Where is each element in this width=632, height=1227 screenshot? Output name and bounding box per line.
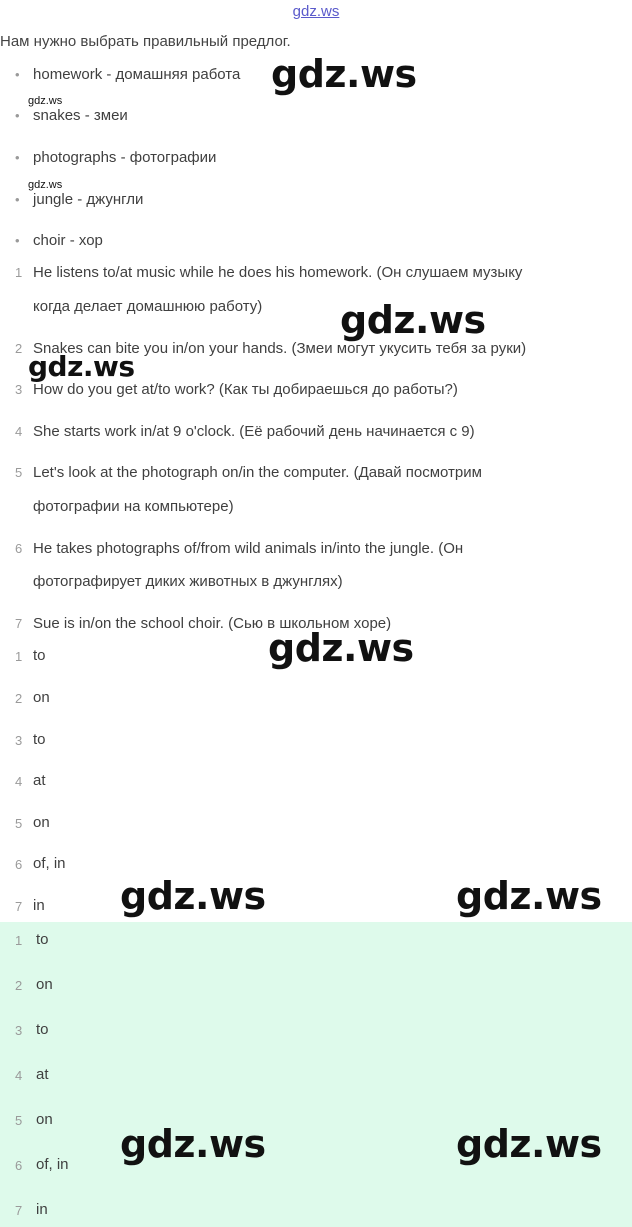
answer-text: at — [36, 1066, 49, 1083]
list-number: 2 — [15, 691, 23, 706]
vocab-item-text: choir - хор — [33, 232, 103, 249]
answer-text: to — [33, 731, 46, 748]
list-item — [15, 191, 143, 209]
list-number: 4 — [15, 1068, 23, 1083]
watermark: gdz.ws — [271, 52, 417, 96]
answer-text: in — [36, 1201, 48, 1218]
vocab-item-text: homework - домашняя работа — [33, 66, 241, 83]
list-number: 5 — [15, 465, 23, 480]
list-number: 7 — [15, 616, 23, 631]
sentence-line: He listens to/at music while he does his homework. (Он слушаем музыку — [33, 264, 523, 281]
sentence-line: когда делает домашнюю работу) — [33, 298, 263, 315]
watermark: gdz.ws — [120, 874, 266, 918]
sentence-line: Sue is in/on the school choir. (Сью в школьном хоре) — [33, 615, 392, 632]
list-number: 2 — [15, 978, 23, 993]
watermark: gdz.ws — [456, 1122, 602, 1166]
watermark: gdz.ws — [28, 95, 63, 107]
list-item — [15, 66, 240, 84]
list-number: 6 — [15, 1158, 23, 1173]
watermark: gdz.ws — [268, 626, 414, 670]
list-number: 3 — [15, 1023, 23, 1038]
sentence-line: Snakes can bite you in/on your hands. (Змеи могут укусить тебя за руки) — [33, 340, 527, 357]
sentence-line: фотографирует диких животных в джунглях) — [33, 573, 343, 590]
bullet-icon: • — [15, 192, 20, 207]
answer-text: at — [33, 772, 46, 789]
bullet-icon: • — [15, 108, 20, 123]
bullet-icon: • — [15, 150, 20, 165]
answer-text: of, in — [33, 855, 66, 872]
list-number: 7 — [15, 899, 23, 914]
list-number: 5 — [15, 816, 23, 831]
bullet-icon: • — [15, 67, 20, 82]
list-number: 6 — [15, 541, 23, 556]
answer-text: on — [36, 976, 53, 993]
vocab-item-text: photographs - фотографии — [33, 149, 217, 166]
sentence-line: She starts work in/at 9 o'clock. (Её рабочий день начинается с 9) — [33, 423, 475, 440]
list-number: 7 — [15, 1203, 23, 1218]
answer-text: to — [33, 647, 46, 664]
list-number: 1 — [15, 265, 23, 280]
vocab-item-text: snakes - змеи — [33, 107, 128, 124]
answer-text: on — [33, 689, 50, 706]
list-item — [15, 232, 103, 250]
vocab-item-text: jungle - джунгли — [33, 191, 144, 208]
list-number: 4 — [15, 774, 23, 789]
list-number: 3 — [15, 382, 23, 397]
watermark: gdz.ws — [120, 1122, 266, 1166]
answer-text: of, in — [36, 1156, 69, 1173]
answer-text: on — [33, 814, 50, 831]
watermark: gdz.ws — [28, 350, 135, 383]
list-item — [15, 107, 128, 125]
list-item — [15, 149, 216, 167]
list-number: 1 — [15, 649, 23, 664]
answer-text: on — [36, 1111, 53, 1128]
sentence-line: Let's look at the photograph on/in the computer. (Давай посмотрим — [33, 464, 482, 481]
highlighted-answer-panel — [0, 922, 632, 1227]
list-number: 3 — [15, 733, 23, 748]
watermark: gdz.ws — [340, 298, 486, 342]
sentence-line: How do you get at/to work? (Как ты добираешься до работы?) — [33, 381, 458, 398]
sentence-line: He takes photographs of/from wild animals in/into the jungle. (Он — [33, 540, 464, 557]
answer-text: in — [33, 897, 45, 914]
sentence-line: фотографии на компьютере) — [33, 498, 234, 515]
list-number: 6 — [15, 857, 23, 872]
list-number: 4 — [15, 424, 23, 439]
intro-text: Нам нужно выбрать правильный предлог. — [0, 33, 291, 50]
list-number: 1 — [15, 933, 23, 948]
watermark: gdz.ws — [28, 179, 63, 191]
site-link[interactable]: gdz.ws — [292, 3, 340, 20]
answer-text: to — [36, 1021, 49, 1038]
watermark: gdz.ws — [456, 874, 602, 918]
bullet-icon: • — [15, 233, 20, 248]
answer-text: to — [36, 931, 49, 948]
list-number: 5 — [15, 1113, 23, 1128]
list-number: 2 — [15, 341, 23, 356]
